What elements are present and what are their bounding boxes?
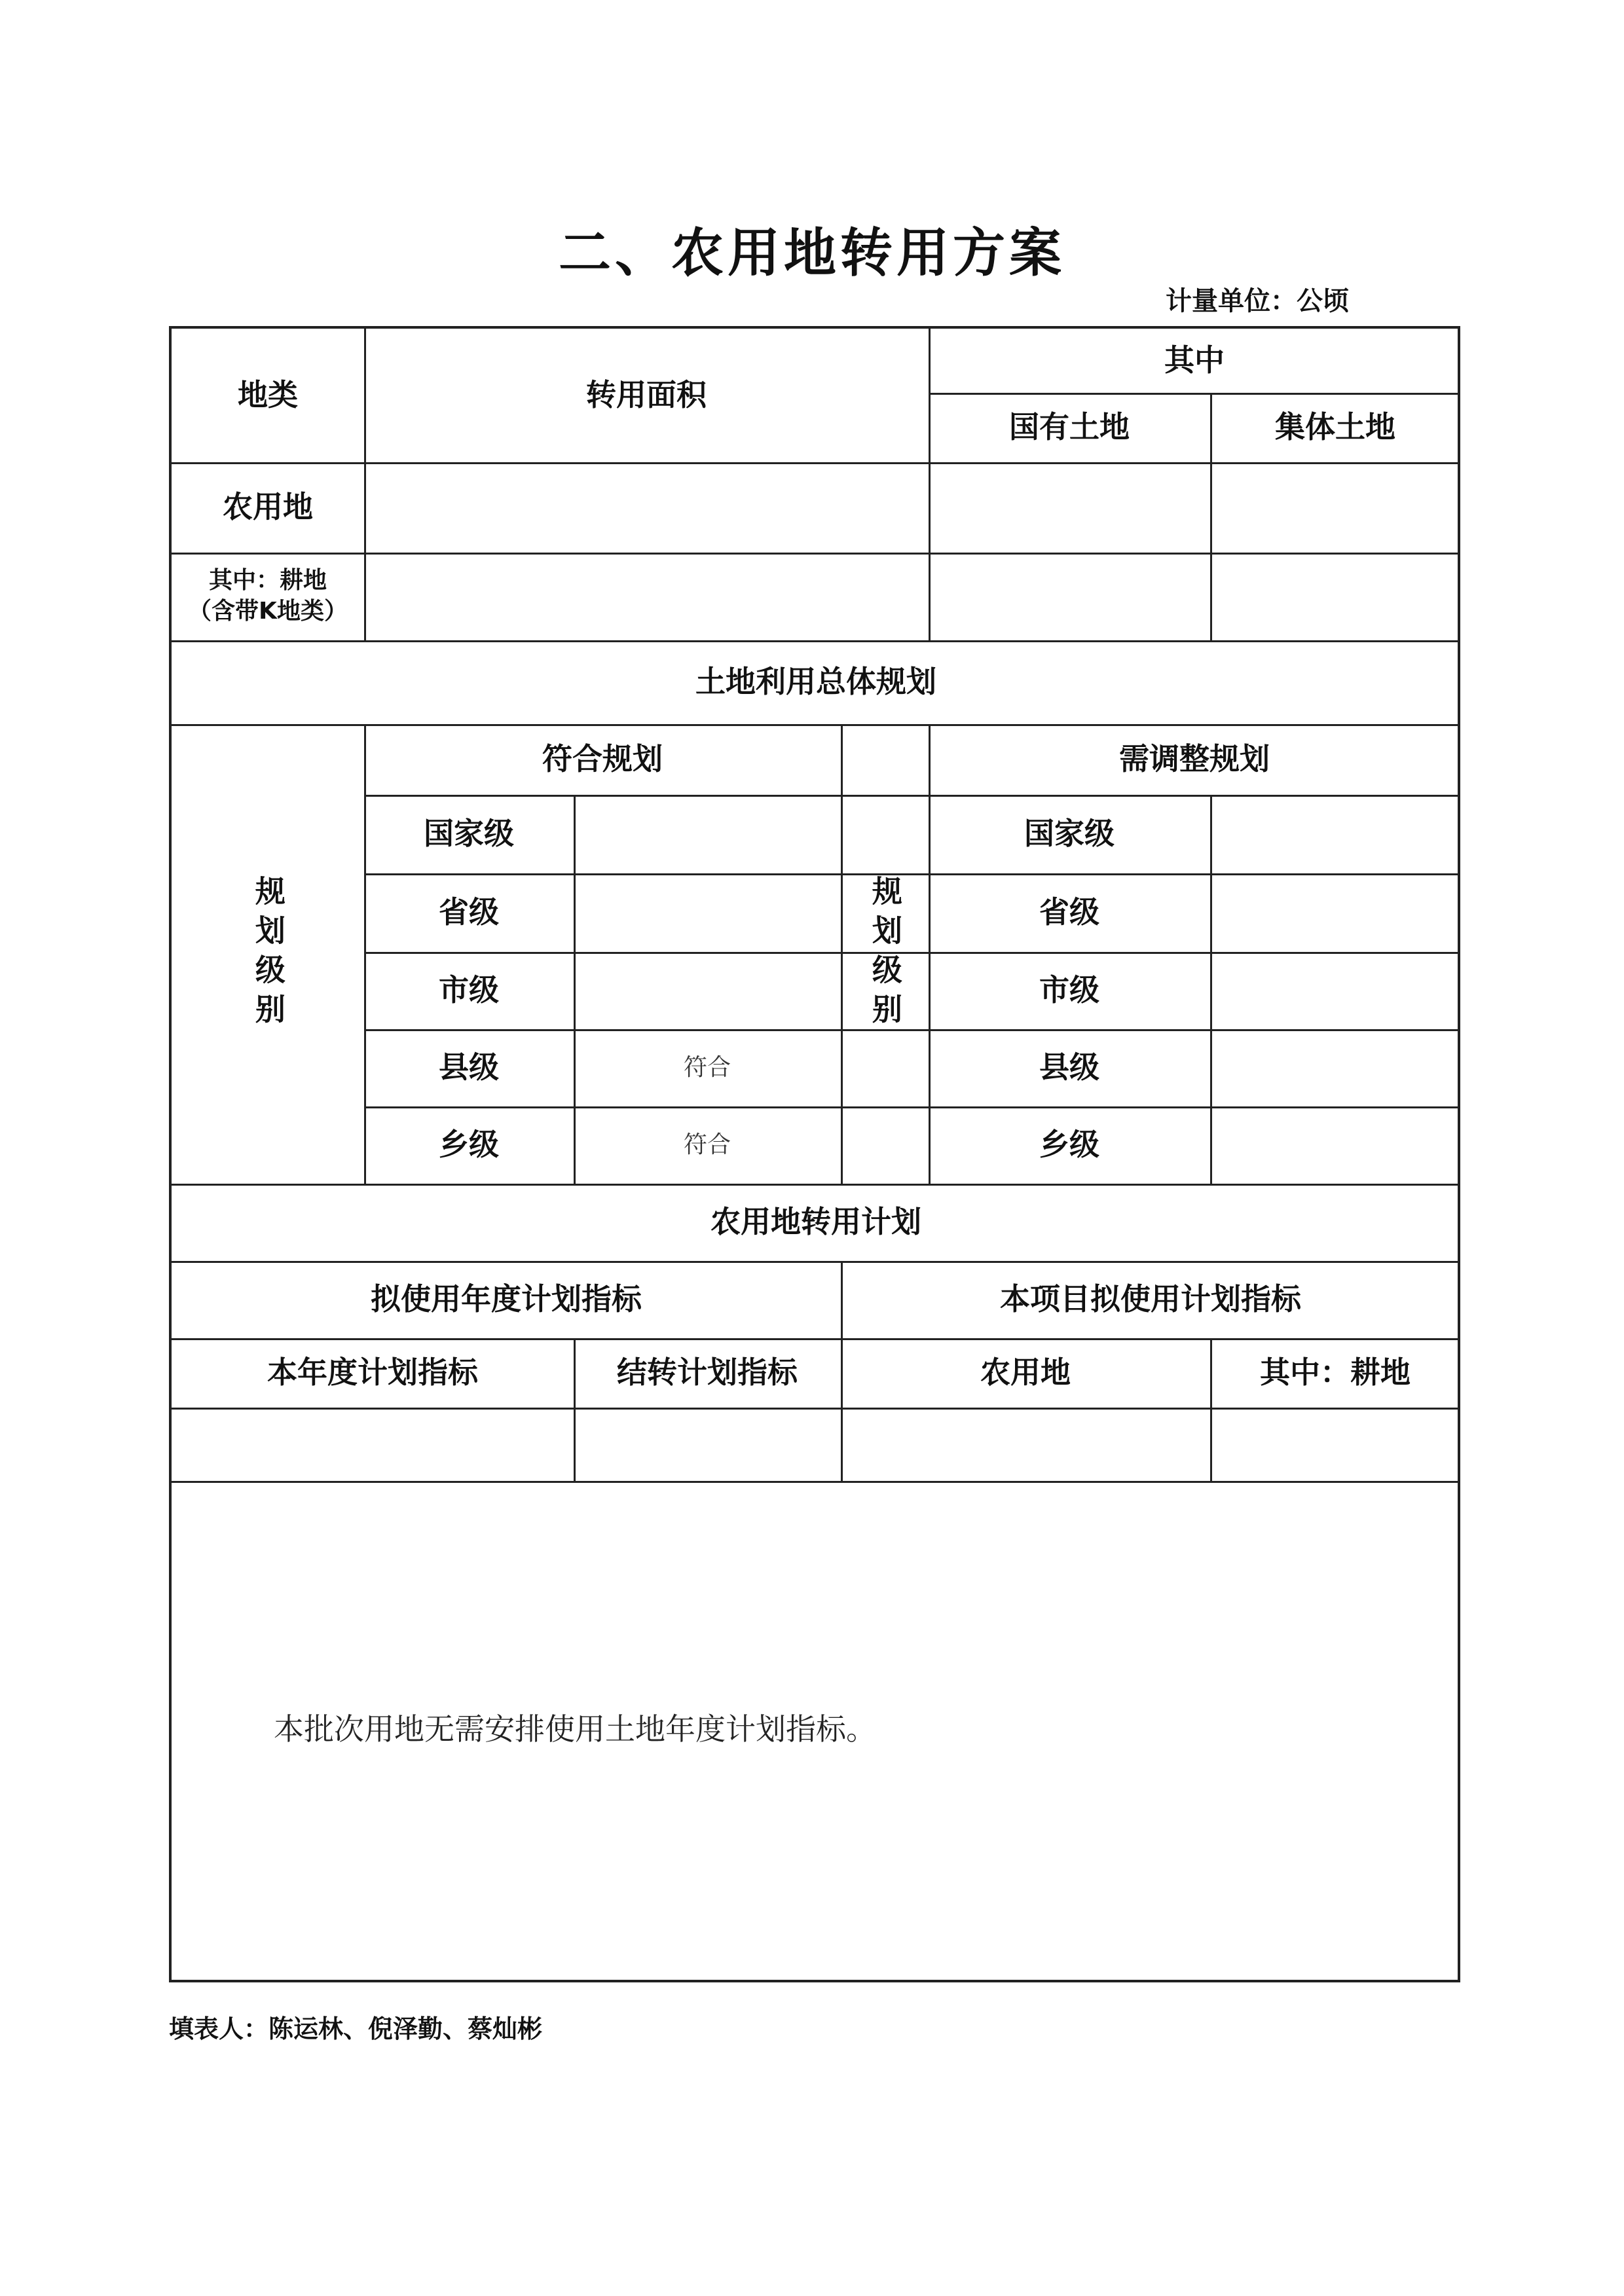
conform-value-county: 符合 [683,1053,731,1081]
header-state-owned: 国有土地 [1009,409,1130,445]
header-converted-area: 转用面积 [586,377,707,413]
overall-plan-title: 土地利用总体规划 [695,664,936,700]
header-of-which: 其中 [1164,342,1225,378]
this-year-quota-header: 本年度计划指标 [267,1355,478,1391]
row-arable-line2: （含带K地类） [188,598,348,625]
carry-over-quota-header: 结转计划指标 [617,1355,798,1391]
project-agri-land-header: 农用地 [980,1355,1071,1391]
conversion-plan-title: 农用地转用计划 [710,1204,921,1240]
conform-level-province: 省级 [439,894,499,930]
conform-value-province [574,873,841,952]
adjust-level-province: 省级 [1039,894,1099,930]
conform-level-city: 市级 [439,972,499,1008]
plan-level-label-left: 规划级别 [250,875,286,1032]
adjust-level-county: 县级 [1039,1049,1099,1085]
adjust-level-township: 乡级 [1039,1127,1099,1163]
row-arable-line1: 其中：耕地 [208,567,327,594]
header-collective: 集体土地 [1275,409,1395,445]
header-land-type: 地类 [238,377,298,413]
annual-quota-header: 拟使用年度计划指标 [371,1281,642,1317]
conform-plan-title: 符合规划 [542,741,663,777]
row-agri-land: 农用地 [223,489,313,525]
conform-value-national [574,795,841,873]
conform-level-national: 国家级 [424,816,514,852]
project-quota-header: 本项目拟使用计划指标 [1000,1281,1301,1317]
conform-value-township: 符合 [683,1131,731,1158]
adjust-level-city: 市级 [1039,972,1099,1008]
filled-by: 填表人：陈运林、倪泽勤、蔡灿彬 [169,2014,543,2043]
measurement-unit: 计量单位：公顷 [1166,286,1349,316]
conform-value-city [574,952,841,1029]
adjust-plan-title: 需调整规划 [1119,741,1270,777]
page-title: 二、农用地转用方案 [559,223,1065,283]
plan-level-label-right: 规划级别 [867,875,903,1032]
row-arable-land [172,553,364,640]
remark-text: 本批次用地无需安排使用土地年度计划指标。 [274,1711,876,1747]
adjust-level-national: 国家级 [1024,816,1115,852]
project-arable-header: 其中：耕地 [1260,1355,1411,1391]
conform-level-township: 乡级 [439,1127,499,1163]
conform-level-county: 县级 [439,1049,499,1085]
